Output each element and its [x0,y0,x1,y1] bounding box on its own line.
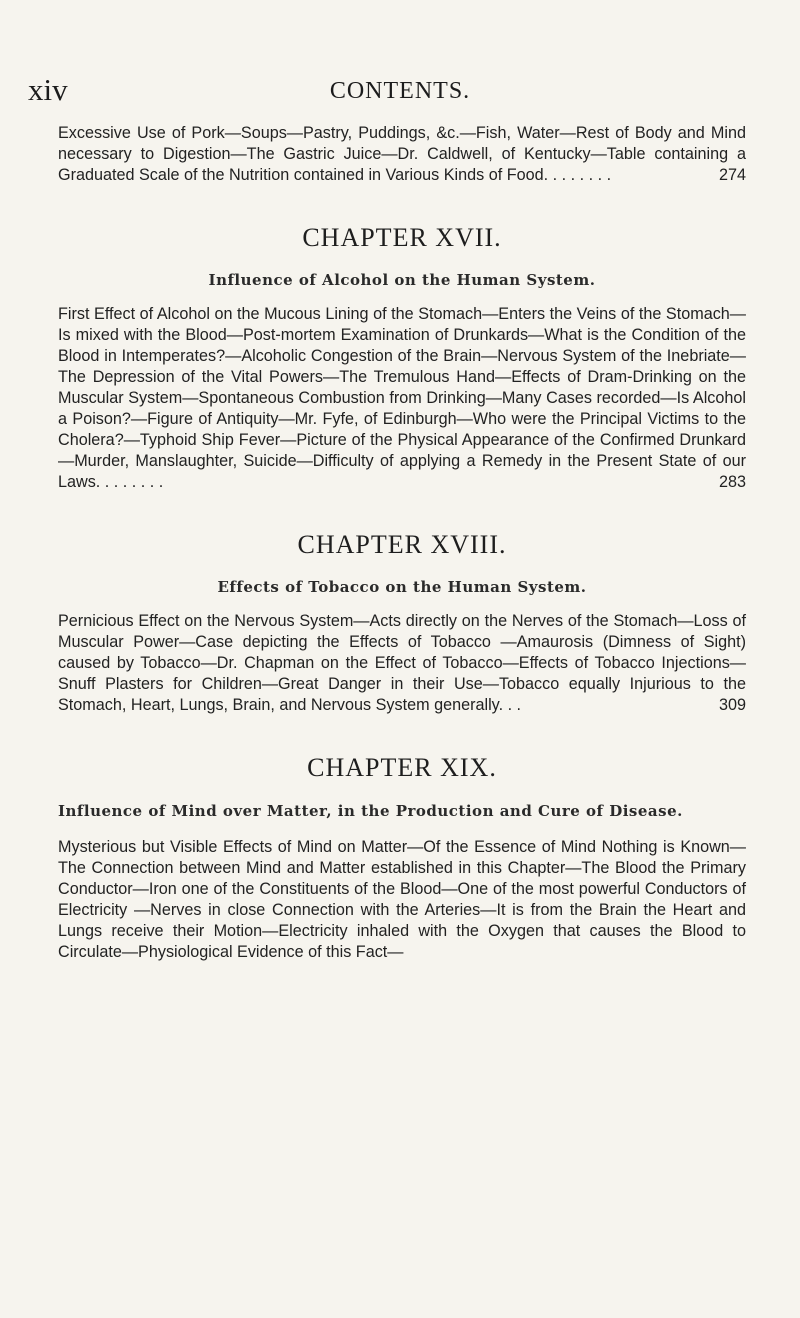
chapter-heading: CHAPTER XIX. [307,753,497,782]
running-title: CONTENTS. [329,78,471,104]
page-header [0,72,800,112]
entry-paragraph [58,837,746,963]
entry-paragraph [58,123,746,186]
chapter-subtitle: Influence of Alcohol on the Human System. [208,271,596,289]
chapter-heading: CHAPTER XVIII. [297,530,507,559]
entry-paragraph [58,304,746,493]
contents-body [58,123,746,963]
entry-text: Pernicious Effect on the Nervous System—Acts directly on the Nerves of the Stomach—Loss of Muscular Power—Case depicting the Effects of Tobacco —Amaurosis (Dimness of Sight) caused by Tobacco—Dr. Chapman on the Effect of Tobacco—Effects of Tobacco Injections—Snuff Plasters for Children—Great Danger in their Use—Tobacco equally Injurious to the Stomach, Heart, Lungs, Brain, and Nervous System generally. . . [58,612,746,714]
entry-text: Excessive Use of Pork—Soups—Pastry, Puddings, &c.—Fish, Water—Rest of Body and Mind necessary to Digestion—The Gastric Juice—Dr. Caldwell, of Kentucky—Table containing a Graduated Scale of the Nutrition contained in Various Kinds of Food. . . . . . . . [58,124,746,184]
entry-page-number: 274 [718,166,746,184]
chapter-heading: CHAPTER XVII. [302,223,502,252]
page-number: xiv [28,72,68,107]
chapter-subtitle: Effects of Tobacco on the Human System. [217,578,587,596]
entry-page-number: 309 [718,696,746,714]
entry-text: Mysterious but Visible Effects of Mind on Matter—Of the Essence of Mind Nothing is Known—The Connection between Mind and Matter established in this Chapter—The Blood the Primary Conductor—Iron one of the Constituents of the Blood—One of the most powerful Conductors of Electricity —Nerves in close Connection with the Arteries—It is from the Brain the Heart and Lungs receive their Motion—Electricity inhaled with the Oxygen that causes the Blood to Circulate—Physiological Evidence of this Fact— [58,838,746,961]
entry-paragraph [58,611,746,716]
entry-page-number: 283 [718,473,746,491]
chapter-subtitle: Influence of Mind over Matter, in the Production and Cure of Disease. [58,802,683,820]
entry-text: First Effect of Alcohol on the Mucous Lining of the Stomach—Enters the Veins of the Stomach—Is mixed with the Blood—Post-mortem Examination of Drunkards—What is the Condition of the Blood in Intemperates?—Alcoholic Congestion of the Brain—Nervous System of the Inebriate—The Depression of the Vital Powers—The Tremulous Hand—Effects of Dram-Drinking on the Muscular System—Spontaneous Combustion from Drinking—Many Cases recorded—Is Alcohol a Poison?—Figure of Antiquity—Mr. Fyfe, of Edinburgh—Who were the Principal Victims to the Cholera?—Typhoid Ship Fever—Picture of the Physical Appearance of the Confirmed Drunkard—Murder, Manslaughter, Suicide—Difficulty of applying a Remedy in the Present State of our Laws. . . . . . . . [58,305,746,491]
